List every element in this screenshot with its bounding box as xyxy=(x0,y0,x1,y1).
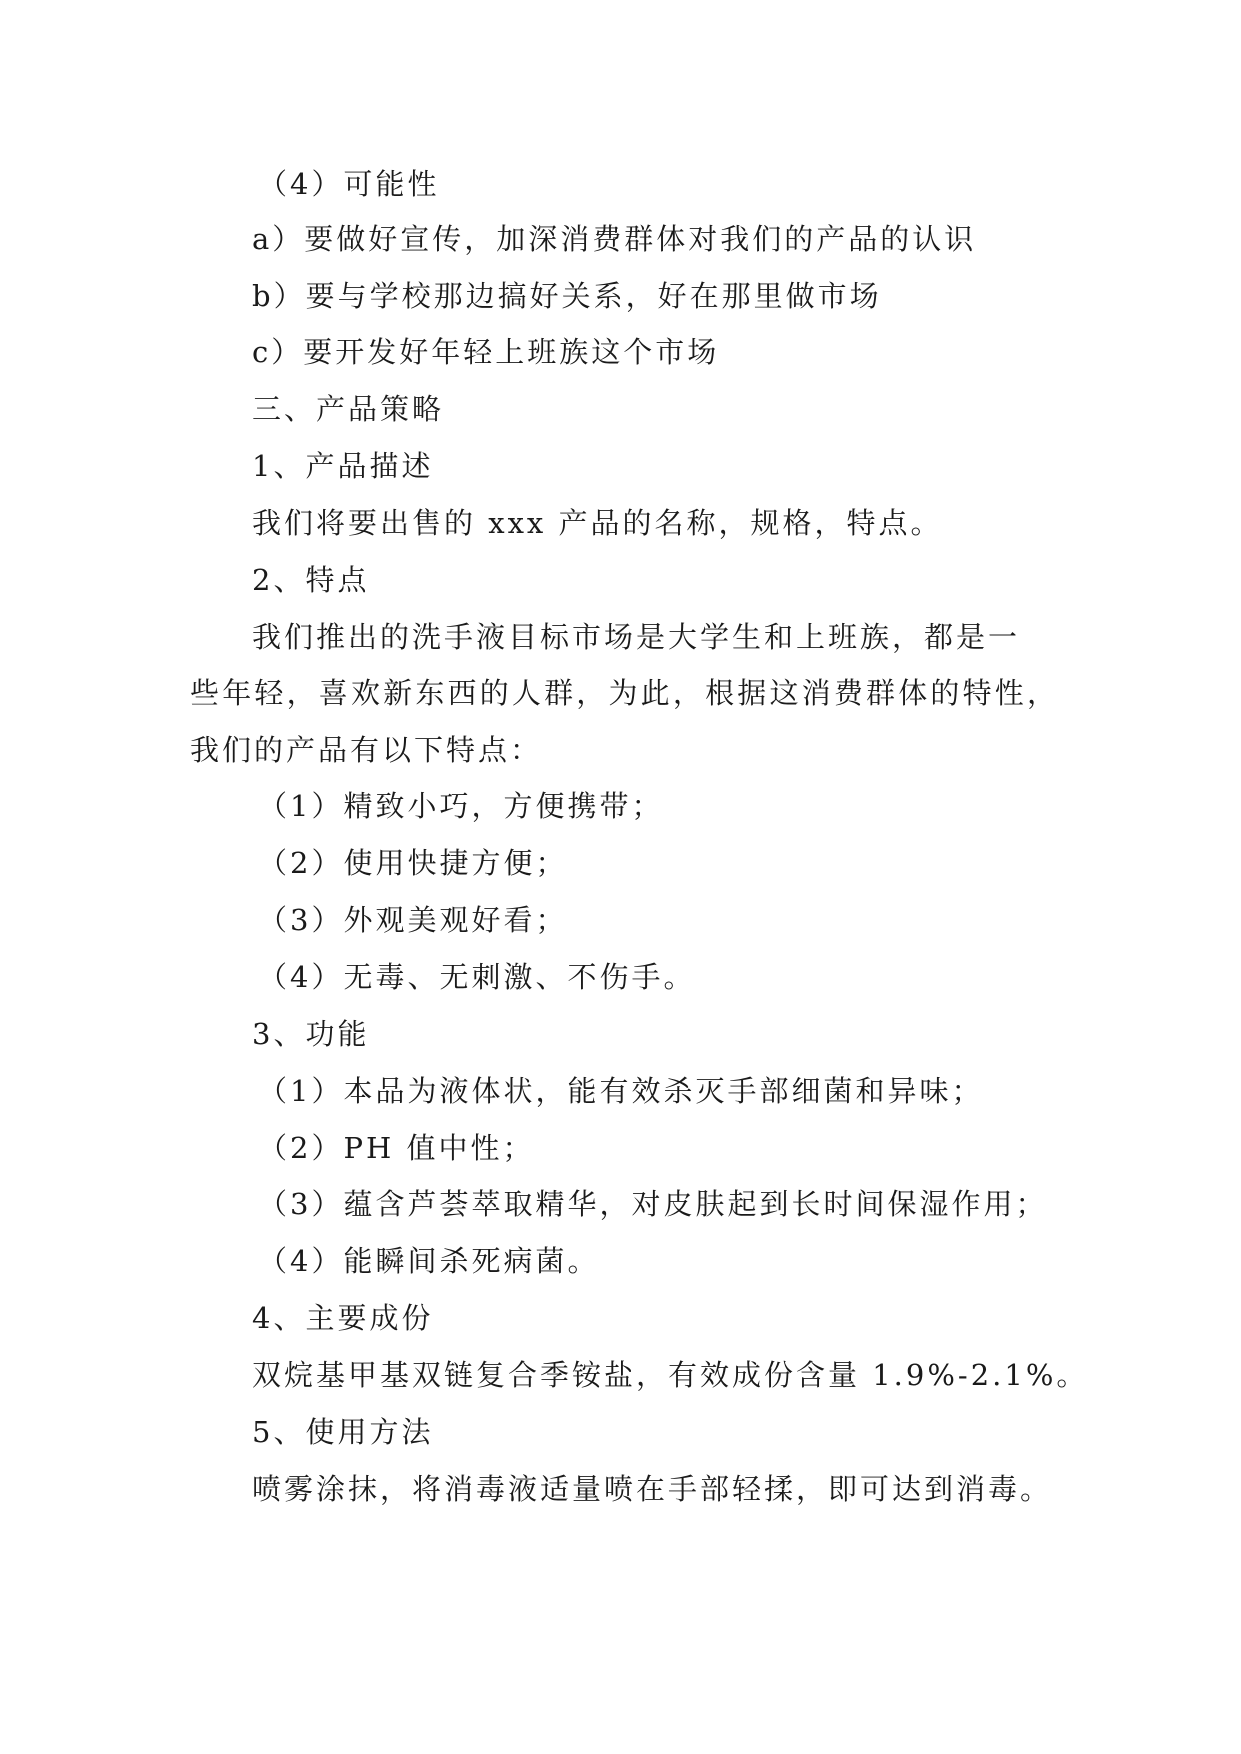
feature-item-3: （3）外观美观好看； xyxy=(258,903,568,937)
feature-item-2: （2）使用快捷方便； xyxy=(258,846,568,880)
paragraph-main-ingredients: 双烷基甲基双链复合季铵盐，有效成份含量 1.9%-2.1%。 xyxy=(252,1358,1089,1392)
paragraph-features-line-2: 些年轻，喜欢新东西的人群，为此，根据这消费群体的特性， xyxy=(190,676,1058,710)
feasibility-item-b: b）要与学校那边搞好关系，好在那里做市场 xyxy=(252,279,882,313)
subheading-functions: 3、功能 xyxy=(252,1017,370,1051)
paragraph-product-description: 我们将要出售的 xxx 产品的名称，规格，特点。 xyxy=(252,506,943,540)
feature-item-1: （1）精致小巧，方便携带； xyxy=(258,789,664,823)
paragraph-features-line-3: 我们的产品有以下特点： xyxy=(190,733,543,767)
subheading-main-ingredients: 4、主要成份 xyxy=(252,1301,434,1335)
subheading-features: 2、特点 xyxy=(252,563,370,597)
subheading-product-description: 1、产品描述 xyxy=(252,449,434,483)
paragraph-features-line-1: 我们推出的洗手液目标市场是大学生和上班族，都是一 xyxy=(252,620,1021,654)
function-item-2: （2）PH 值中性； xyxy=(258,1131,535,1165)
feature-item-4: （4）无毒、无刺激、不伤手。 xyxy=(258,960,696,994)
feasibility-item-c: c）要开发好年轻上班族这个市场 xyxy=(252,335,720,369)
function-item-1: （1）本品为液体状，能有效杀灭手部细菌和异味； xyxy=(258,1074,984,1108)
feasibility-item-a: a）要做好宣传，加深消费群体对我们的产品的认识 xyxy=(252,222,977,256)
section-heading-feasibility: （4）可能性 xyxy=(258,167,440,201)
function-item-4: （4）能瞬间杀死病菌。 xyxy=(258,1244,600,1278)
function-item-3: （3）蕴含芦荟萃取精华，对皮肤起到长时间保湿作用； xyxy=(258,1187,1048,1221)
section-heading-product-strategy: 三、产品策略 xyxy=(252,392,445,426)
subheading-usage: 5、使用方法 xyxy=(252,1415,434,1449)
paragraph-usage: 喷雾涂抹，将消毒液适量喷在手部轻揉，即可达到消毒。 xyxy=(252,1472,1053,1506)
